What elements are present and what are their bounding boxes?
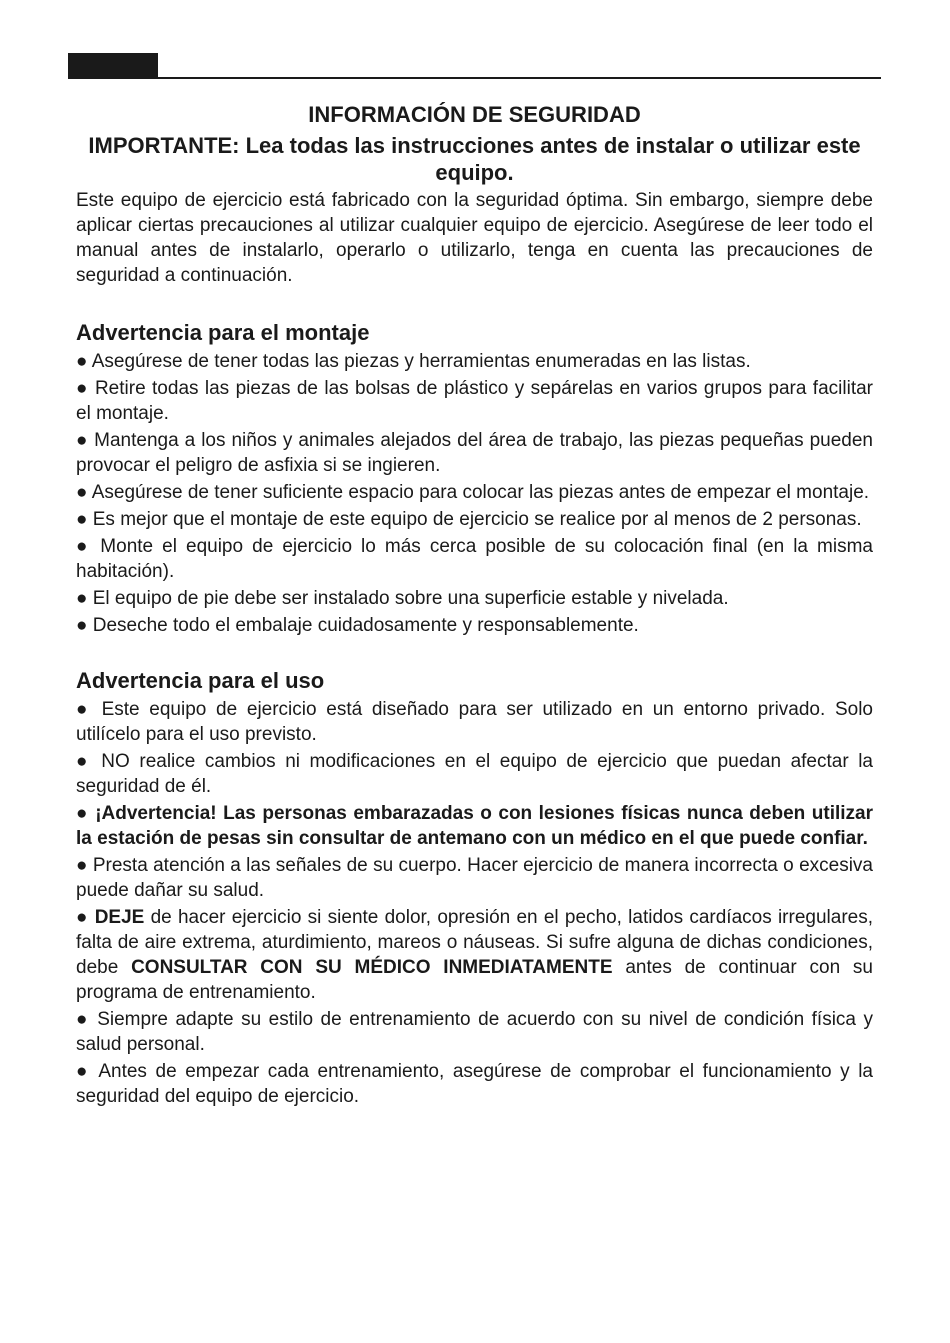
assembly-item: ● Deseche todo el embalaje cuidadosamente y responsablemente. xyxy=(76,615,639,636)
assembly-item: ● Es mejor que el montaje de este equipo de ejercicio se realice por al menos de 2 personas. xyxy=(76,509,862,530)
warning-text: antes de continuar con su programa de entrenamiento. xyxy=(76,957,873,1003)
consult-doctor-emphasis: CONSULTAR CON SU MÉDICO INMEDIATAMENTE xyxy=(131,957,613,978)
usage-item: ● Este equipo de ejercicio está diseñado para ser utilizado en un entorno privado. Solo utilícelo para el uso previsto. xyxy=(76,699,873,745)
usage-heading: Advertencia para el uso xyxy=(76,668,325,693)
assembly-item: ● Asegúrese de tener suficiente espacio para colocar las piezas antes de empezar el montaje. xyxy=(76,482,870,503)
intro-paragraph: Este equipo de ejercicio está fabricado con la seguridad óptima. Sin embargo, siempre debe aplicar ciertas precauciones al utilizar cualquier equipo de ejercicio. Asegúrese de leer todo el manual antes de instalarlo, operarlo o utilizarlo, tenga en cuenta las precauciones de seguridad a continuación. xyxy=(76,190,873,286)
assembly-heading: Advertencia para el montaje xyxy=(76,320,370,345)
assembly-item: ● El equipo de pie debe ser instalado sobre una superficie estable y nivelada. xyxy=(76,588,729,609)
usage-item: ● Siempre adapte su estilo de entrenamiento de acuerdo con su nivel de condición física y salud personal. xyxy=(76,1009,873,1055)
page-title: INFORMACIÓN DE SEGURIDAD xyxy=(308,102,641,127)
warning-text: de hacer ejercicio si siente dolor, opresión en el pecho, latidos cardíacos irregulares, falta de aire extrema, aturdimiento, mareos o náuseas. Si sufre alguna de dichas condiciones, debe xyxy=(76,907,873,978)
usage-item: ● Presta atención a las señales de su cuerpo. Hacer ejercicio de manera incorrecta o excesiva puede dañar su salud. xyxy=(76,855,873,901)
assembly-item: ● Mantenga a los niños y animales alejados del área de trabajo, las piezas pequeñas pueden provocar el peligro de asfixia si se ingieren. xyxy=(76,430,873,476)
bullet-marker: ● xyxy=(76,907,95,928)
stop-emphasis: DEJE xyxy=(94,907,145,928)
assembly-item: ● Retire todas las piezas de las bolsas de plástico y sepárelas en varios grupos para facilitar el montaje. xyxy=(76,378,873,424)
header-rule xyxy=(68,77,881,79)
important-notice: IMPORTANTE: Lea todas las instrucciones antes de instalar o utilizar este equipo. xyxy=(88,133,861,185)
page-content xyxy=(76,101,873,1109)
header-block xyxy=(68,53,158,79)
assembly-item: ● Asegúrese de tener todas las piezas y herramientas enumeradas en las listas. xyxy=(76,351,751,372)
usage-item: ● Antes de empezar cada entrenamiento, asegúrese de comprobar el funcionamiento y la seguridad del equipo de ejercicio. xyxy=(76,1061,873,1107)
assembly-item: ● Monte el equipo de ejercicio lo más cerca posible de su colocación final (en la misma habitación). xyxy=(76,536,873,582)
pregnancy-warning: ● ¡Advertencia! Las personas embarazadas o con lesiones físicas nunca deben utilizar la estación de pesas sin consultar de antemano con un médico en el que puede confiar. xyxy=(76,803,873,849)
usage-item: ● NO realice cambios ni modificaciones en el equipo de ejercicio que puedan afectar la seguridad de él. xyxy=(76,751,873,797)
stop-exercise-warning xyxy=(76,905,873,1005)
